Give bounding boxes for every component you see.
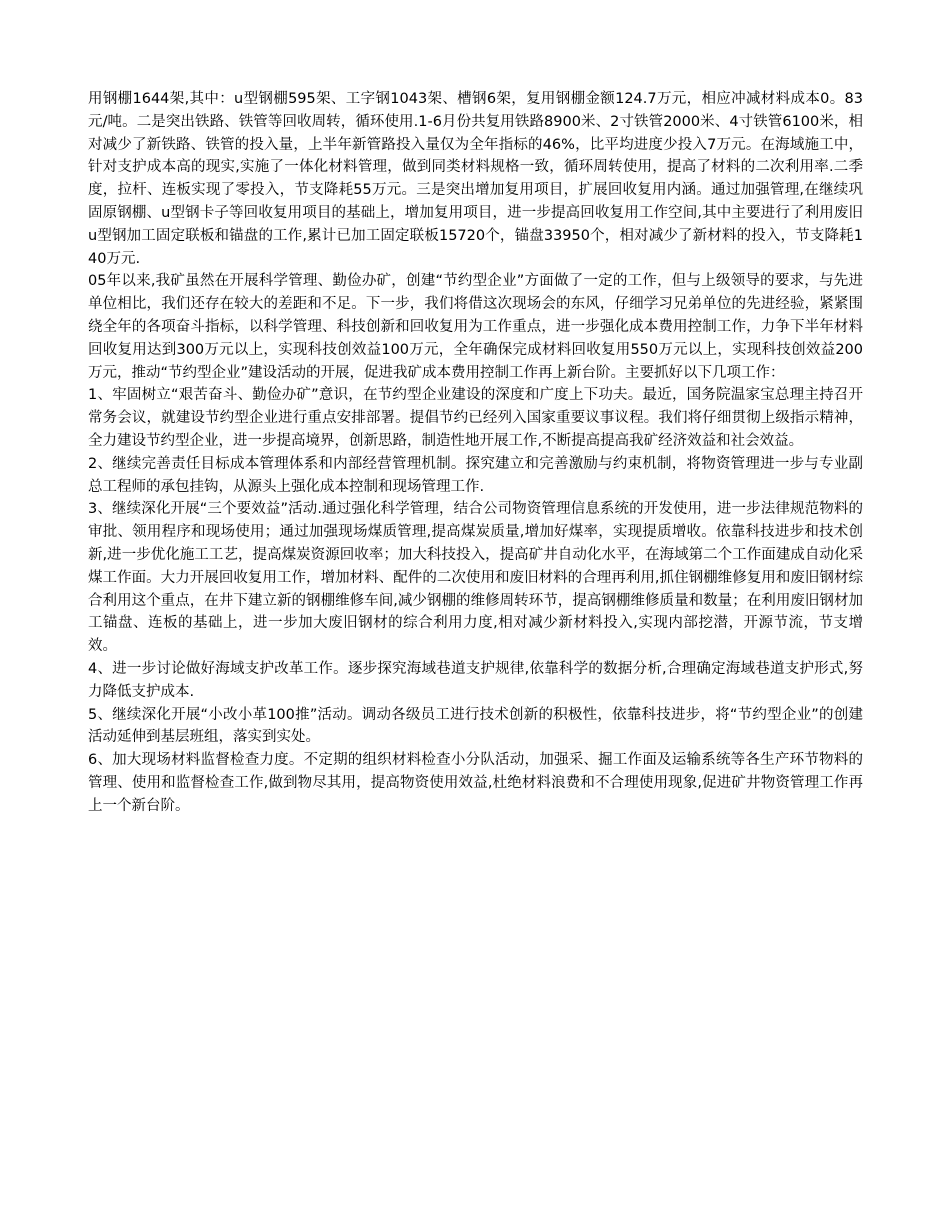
document-body: [88, 88, 863, 818]
paragraph-item-1: 1、牢固树立“艰苦奋斗、勤俭办矿”意识，在节约型企业建设的深度和广度上下功夫。最近，国务院温家宝总理主持召开常务会议，就建设节约型企业进行重点安排部署。提倡节约已经列入国家重要议事议程。我们将仔细贯彻上级指示精神，全力建设节约型企业，进一步提高境界，创新思路，制造性地开展工作,不断提高提高我矿经济效益和社会效益。: [88, 387, 863, 449]
paragraph-item-2: 2、继续完善责任目标成本管理体系和内部经营管理机制。探究建立和完善激励与约束机制，将物资管理进一步与专业副总工程师的承包挂钩，从源头上强化成本控制和现场管理工作.: [88, 455, 863, 495]
paragraph-next-steps: 05年以来,我矿虽然在开展科学管理、勤俭办矿，创建“节约型企业”方面做了一定的工作，但与上级领导的要求，与先进单位相比，我们还存在较大的差距和不足。下一步，我们将借这次现场会的东风，仔细学习兄弟单位的先进经验，紧紧围绕全年的各项奋斗指标，以科学管理、科技创新和回收复用为工作重点，进一步强化成本费用控制工作，力争下半年材料回收复用达到300万元以上，实现科技创效益100万元，全年确保完成材料回收复用550万元以上，实现科技创效益200万元，推动“节约型企业”建设活动的开展，促进我矿成本费用控制工作再上新台阶。主要抓好以下几项工作：: [88, 273, 863, 381]
paragraph-item-4: 4、进一步讨论做好海域支护改革工作。逐步探究海域巷道支护规律,依靠科学的数据分析,合理确定海域巷道支护形式,努力降低支护成本.: [88, 660, 863, 700]
paragraph-item-5: 5、继续深化开展“小改小革100推”活动。调动各级员工进行技术创新的积极性，依靠科技进步，将“节约型企业”的创建活动延伸到基层班组，落实到实处。: [88, 706, 863, 746]
paragraph-steel-reuse: 用钢棚1644架,其中：u型钢棚595架、工字钢1043架、槽钢6架，复用钢棚金额124.7万元，相应冲减材料成本0。83元/吨。二是突出铁路、铁管等回收周转，循环使用.1-6月份共复用铁路8900米、2寸铁管2000米、4寸铁管6100米，相对减少了新铁路、铁管的投入量，上半年新管路投入量仅为全年指标的46%，比平均进度少投入7万元。在海域施工中，针对支护成本高的现实,实施了一体化材料管理，做到同类材料规格一致，循环周转使用，提高了材料的二次利用率.二季度，拉杆、连板实现了零投入，节支降耗55万元。三是突出增加复用项目，扩展回收复用内涵。通过加强管理,在继续巩固原钢棚、u型钢卡子等回收复用项目的基础上，增加复用项目，进一步提高回收复用工作空间,其中主要进行了利用废旧u型钢加工固定联板和锚盘的工作,累计已加工固定联板15720个，锚盘33950个，相对减少了新材料的投入，节支降耗140万元.: [88, 91, 863, 267]
paragraph-item-6: 6、加大现场材料监督检查力度。不定期的组织材料检查小分队活动，加强采、掘工作面及运输系统等各生产环节物料的管理、使用和监督检查工作,做到物尽其用，提高物资使用效益,杜绝材料浪费和不合理使用现象,促进矿井物资管理工作再上一个新台阶。: [88, 752, 863, 814]
paragraph-item-3: 3、继续深化开展“三个要效益”活动.通过强化科学管理，结合公司物资管理信息系统的开发使用，进一步法律规范物料的审批、领用程序和现场使用；通过加强现场煤质管理,提高煤炭质量,增加好煤率，实现提质增收。依靠科技进步和技术创新,进一步优化施工工艺，提高煤炭资源回收率；加大科技投入，提高矿井自动化水平，在海域第二个工作面建成自动化采煤工作面。大力开展回收复用工作，增加材料、配件的二次使用和废旧材料的合理再利用,抓住钢棚维修复用和废旧钢材综合利用这个重点，在井下建立新的钢棚维修车间,减少钢棚的维修周转环节，提高钢棚维修质量和数量；在利用废旧钢材加工锚盘、连板的基础上，进一步加大废旧钢材的综合利用力度,相对减少新材料投入,实现内部挖潜，开源节流，节支增效。: [88, 501, 863, 655]
